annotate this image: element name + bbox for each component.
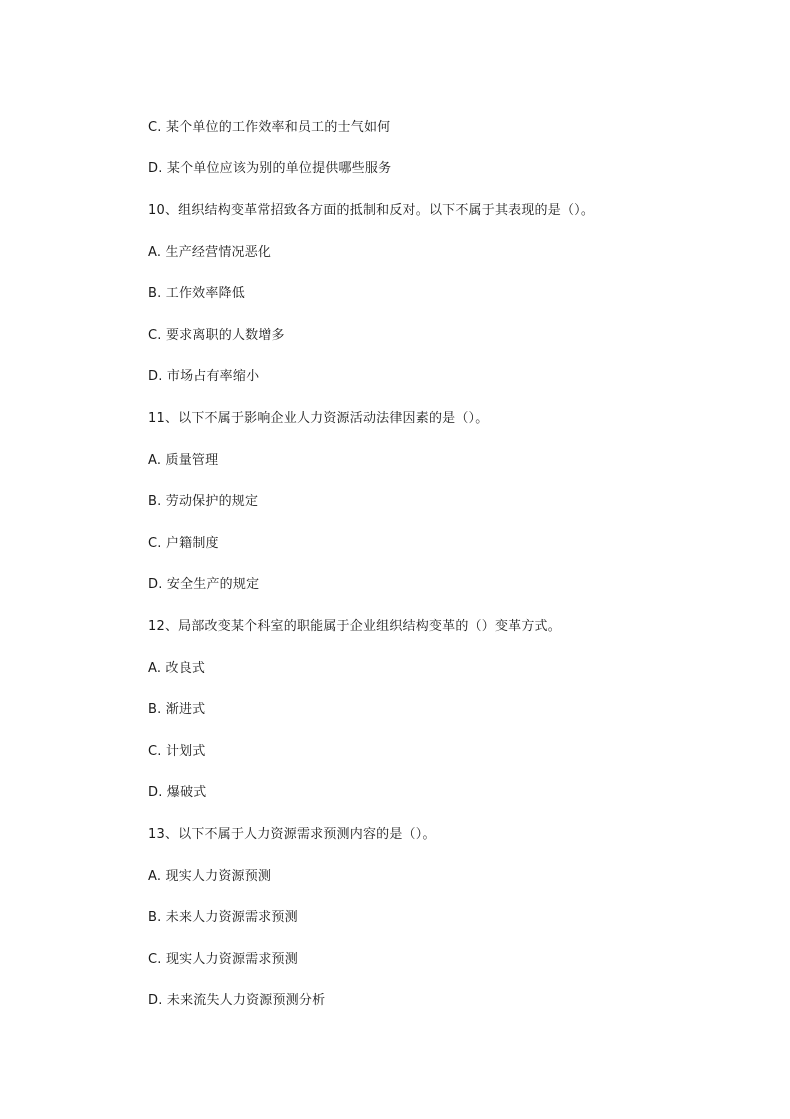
question-12: 12、局部改变某个科室的职能属于企业组织结构变革的（）变革方式。 bbox=[148, 619, 561, 634]
option-a-q13: A. 现实人力资源预测 bbox=[148, 869, 272, 884]
option-d-q9: D. 某个单位应该为别的单位提供哪些服务 bbox=[148, 161, 392, 176]
option-d-q13: D. 未来流失人力资源预测分析 bbox=[148, 993, 326, 1008]
option-c-q9: C. 某个单位的工作效率和员工的士气如何 bbox=[148, 120, 391, 135]
option-b-q11: B. 劳动保护的规定 bbox=[148, 494, 259, 509]
option-a-q12: A. 改良式 bbox=[148, 661, 206, 676]
question-10: 10、组织结构变革常招致各方面的抵制和反对。以下不属于其表现的是（）。 bbox=[148, 203, 595, 218]
option-d-q10: D. 市场占有率缩小 bbox=[148, 369, 260, 384]
option-d-q12: D. 爆破式 bbox=[148, 785, 207, 800]
option-c-q10: C. 要求离职的人数增多 bbox=[148, 328, 285, 343]
option-b-q13: B. 未来人力资源需求预测 bbox=[148, 910, 298, 925]
question-11: 11、以下不属于影响企业人力资源活动法律因素的是（）。 bbox=[148, 411, 489, 426]
option-b-q10: B. 工作效率降低 bbox=[148, 286, 245, 301]
option-b-q12: B. 渐进式 bbox=[148, 702, 206, 717]
option-a-q10: A. 生产经营情况恶化 bbox=[148, 245, 272, 260]
option-c-q13: C. 现实人力资源需求预测 bbox=[148, 952, 298, 967]
option-c-q11: C. 户籍制度 bbox=[148, 536, 219, 551]
option-c-q12: C. 计划式 bbox=[148, 744, 206, 759]
option-a-q11: A. 质量管理 bbox=[148, 453, 219, 468]
question-13: 13、以下不属于人力资源需求预测内容的是（）。 bbox=[148, 827, 436, 842]
option-d-q11: D. 安全生产的规定 bbox=[148, 577, 260, 592]
